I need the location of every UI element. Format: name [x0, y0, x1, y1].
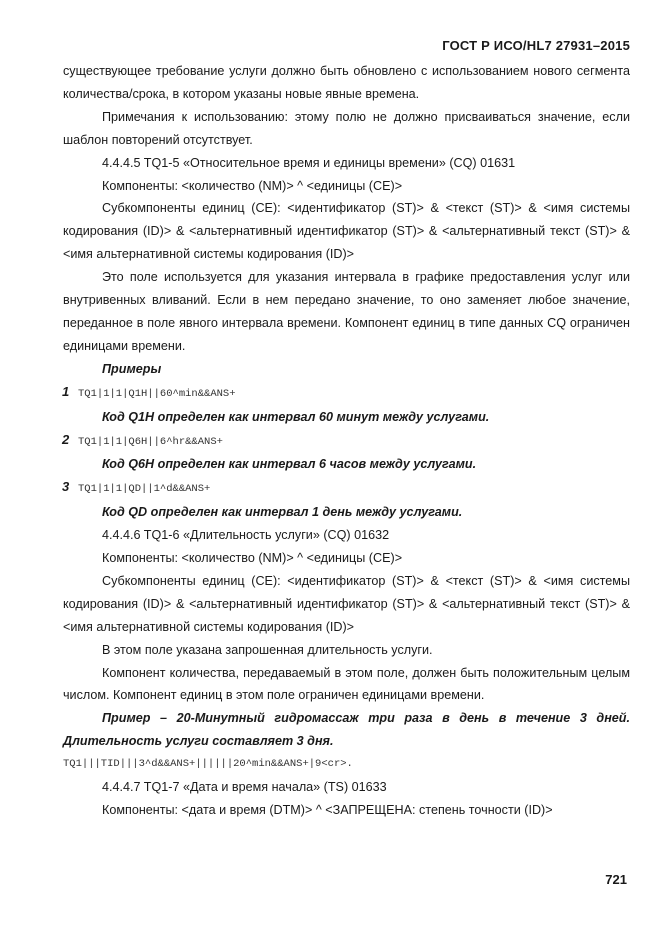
section-title-tq1-5: 4.4.4.5 TQ1-5 «Относительное время и единицы времени» (CQ) 01631	[102, 155, 516, 170]
example-3	[62, 476, 630, 501]
standard-header: ГОСТ Р ИСО/HL7 27931–2015	[442, 38, 630, 53]
example-1	[62, 381, 630, 406]
example-tq1-6-code: TQ1|||TID|||3^d&&ANS+||||||20^min&&ANS+|9<cr>.	[63, 758, 353, 771]
section-title-tq1-6: 4.4.4.6 TQ1-6 «Длительность услуги» (CQ) 01632	[102, 528, 390, 543]
components-tq1-5: Компоненты: <количество (NM)> ^ <единицы (CE)>	[102, 178, 403, 193]
example-1-caption: Код Q1H определен как интервал 60 минут между услугами.	[102, 409, 490, 424]
example-number: 3	[62, 479, 70, 495]
document-body	[63, 60, 630, 822]
subcomponents-tq1-6: Субкомпоненты единиц (CE): <идентификатор (ST)> & <текст (ST)> & <имя системы кодирования (ID)> & <альтернативный идентификатор (ST)> & <альтернативный текст (ST)> & <имя альтернативной системы кодирования (ID)>	[63, 573, 630, 634]
quantity-tq1-6: Компонент количества, передаваемый в этом поле, должен быть положительным целым числом. Компонент единиц в этом поле ограничен единицами времени.	[63, 665, 630, 703]
subcomponents-tq1-5: Субкомпоненты единиц (CE): <идентификатор (ST)> & <текст (ST)> & <имя системы кодирования (ID)> & <альтернативный идентификатор (ST)> & <альтернативный текст (ST)> & <имя альтернативной системы кодирования (ID)>	[63, 201, 630, 262]
example-code: TQ1|1|1|QD||1^d&&ANS+	[78, 483, 211, 496]
page-number: 721	[605, 872, 627, 887]
example-3-caption: Код QD определен как интервал 1 день между услугами.	[102, 505, 463, 520]
usage-note: Примечания к использованию: этому полю не должно присваиваться значение, если шаблон повторений отсутствует.	[63, 109, 630, 147]
example-code: TQ1|1|1|Q6H||6^hr&&ANS+	[78, 435, 223, 448]
example-2	[62, 429, 630, 454]
components-tq1-7: Компоненты: <дата и время (DTM)> ^ <ЗАПРЕЩЕНА: степень точности (ID)>	[102, 803, 553, 817]
example-2-caption: Код Q6H определен как интервал 6 часов между услугами.	[102, 457, 477, 472]
example-tq1-6-text: Пример – 20-Минутный гидромассаж три раза в день в течение 3 дней. Длительность услуги составляет 3 дня.	[63, 711, 630, 749]
example-number: 1	[62, 383, 70, 399]
examples-heading: Примеры	[102, 361, 162, 376]
usage-tq1-5: Это поле используется для указания интервала в графике предоставления услуг или внутривенных вливаний. Если в нем передано значение, то оно заменяет любое значение, переданное в поле явного интервала времени. Компонент единиц в типе данных CQ ограничен единицами времени.	[63, 270, 630, 353]
note-tq1-6: В этом поле указана запрошенная длительность услуги.	[102, 642, 433, 657]
section-title-tq1-7: 4.4.4.7 TQ1-7 «Дата и время начала» (TS) 01633	[102, 780, 387, 795]
example-number: 2	[62, 431, 70, 447]
paragraph-continuation: существующее требование услуги должно быть обновлено с использованием нового сегмента количества/срока, в котором указаны новые явные времена.	[63, 64, 630, 101]
example-code: TQ1|1|1|Q1H||60^min&&ANS+	[78, 387, 236, 400]
components-tq1-6: Компоненты: <количество (NM)> ^ <единицы (CE)>	[102, 551, 403, 566]
